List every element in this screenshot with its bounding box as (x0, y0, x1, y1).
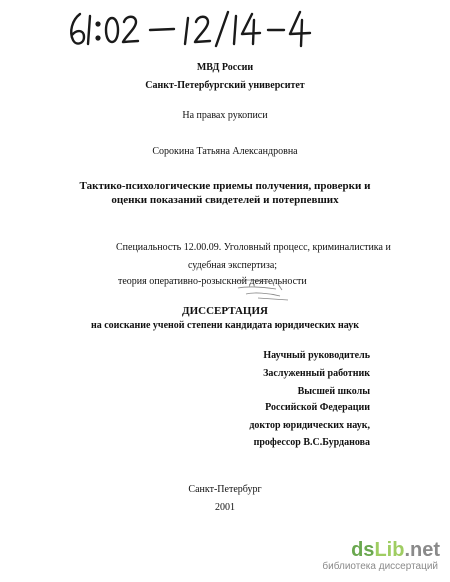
svg-text:dsLib.net: dsLib.net (351, 539, 440, 560)
city: Санкт-Петербург (188, 484, 262, 495)
supervisor-line-5: доктор юридических наук, (249, 420, 370, 431)
watermark-subtitle: библиотека диссертаций (322, 561, 438, 572)
handwritten-code-drawing (66, 6, 316, 50)
manuscript-note: На правах рукописи (182, 110, 268, 121)
specialty-line-2: судебная экспертиза; (188, 260, 278, 271)
supervisor-line-6: профессор В.С.Бурданова (253, 437, 370, 448)
supervisor-line-1: Научный руководитель (263, 350, 370, 361)
degree-line: на соискание ученой степени кандидата юридических наук (90, 320, 360, 331)
year: 2001 (215, 502, 235, 513)
specialty-line-3: теория оперативно-розыскной деятельности (118, 276, 307, 287)
supervisor-line-3: Высшей школы (297, 386, 370, 397)
dissertation-title-line-1: Тактико-психологические приемы получения, проверки и (79, 180, 371, 192)
university-name: Санкт-Петербургский университет (145, 80, 305, 91)
specialty-line-1: Специальность 12.00.09. Уголовный процесс, криминалистика и (116, 242, 391, 253)
stamp-drawing (228, 276, 298, 304)
dslib-watermark (304, 536, 444, 576)
ministry-name: МВД России (196, 62, 254, 73)
supervisor-line-4: Российской Федерации (265, 402, 370, 413)
dissertation-title-line-2: оценки показаний свидетелей и потерпевших (111, 194, 339, 206)
supervisor-line-2: Заслуженный работник (263, 368, 370, 379)
library-stamp (228, 276, 298, 304)
author-name: Сорокина Татьяна Александровна (152, 146, 298, 157)
handwritten-archive-code (66, 6, 316, 50)
dslib-logo (340, 536, 440, 560)
dissertation-label: ДИССЕРТАЦИЯ (182, 305, 268, 317)
